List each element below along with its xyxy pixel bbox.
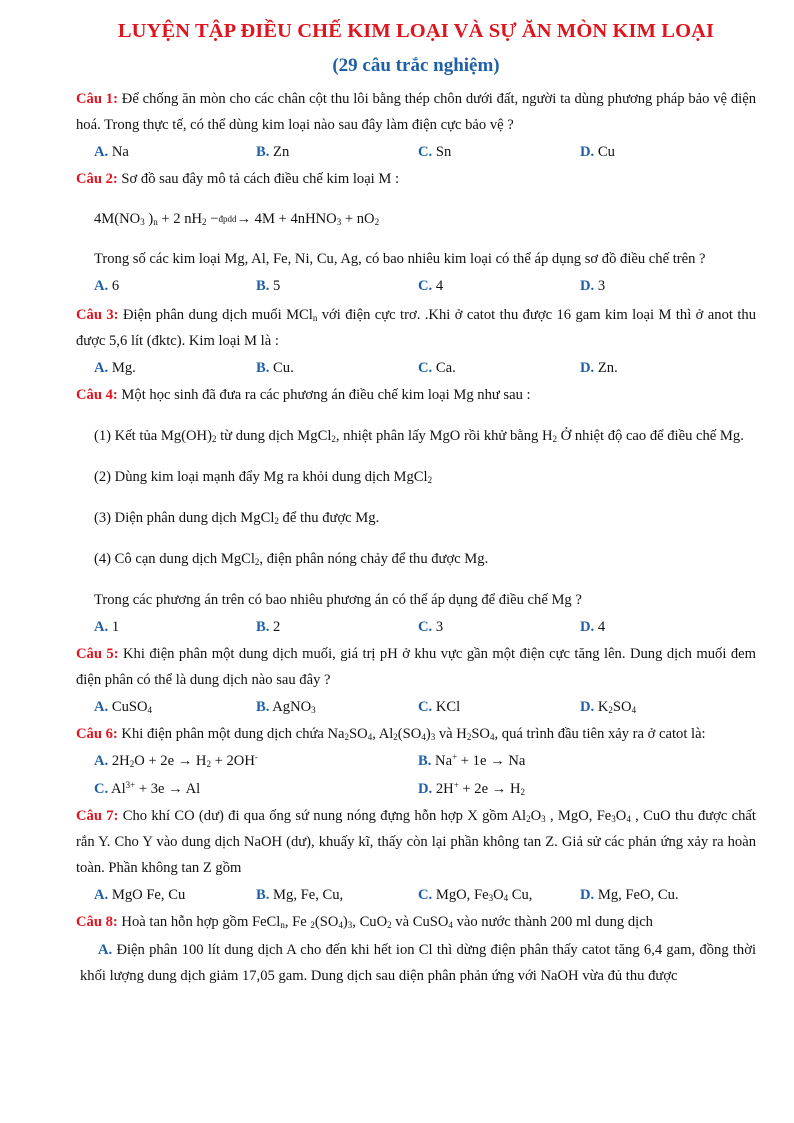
option-d[interactable]: D. Zn. [580,360,618,376]
question-1 [76,86,756,166]
question-3-options [76,354,756,382]
option-a[interactable]: A. MgO Fe, Cu [94,887,186,903]
page-subtitle: (29 câu trắc nghiệm) [332,55,500,76]
question-6-options-row-1 [76,747,756,775]
question-1-text [76,86,756,138]
option-d[interactable]: D. 3 [580,278,606,294]
question-4-label: Câu 4: [76,387,118,403]
question-2-options [76,272,756,300]
question-8-paragraph: A. Điện phân 100 lít dung dịch A cho đến khi hết ion Cl thì dừng điện phân thấy catot tăng 6,4 gam, đồng thời khối lượng dung dịch giảm 17,05 gam. Dung dịch sau diện phân phản ứng với NaOH vừa đủ thu được [80,942,756,984]
question-4-text: Câu 4: Một học sinh đã đưa ra các phương án điều chế kim loại Mg như sau : [76,387,531,403]
question-8-text: Câu 8: Hoà tan hỗn hợp gồm FeCl$_n$, Fe $_2(SO_4)_3$, CuO$_2$ và CuSO$_4$ vào nước thành 200 ml dung dịch [76,914,653,930]
option-c[interactable]: C. 4 [418,278,444,294]
question-7-label: Câu 7: [76,808,119,824]
option-a[interactable]: A. 1 [94,619,120,635]
question-1-stem: Để chống ăn mòn cho các chân cột thu lôi bằng thép chôn dưới đất, người ta dùng phương pháp bảo vệ điện hoá. Trong thực tế, có thể dùng kim loại nào sau đây làm điện cực bảo vệ ? [76,91,756,133]
option-b[interactable]: B. Mg, Fe, Cu, [256,887,344,903]
option-d[interactable]: D. Cu [580,144,615,160]
method-1: (1) Kết tủa $Mg(OH)_2$ từ dung dịch MgCl$_2$, nhiệt phân lấy MgO rồi khử bằng $H_2$ Ở nhiệt độ cao để điều chế Mg. [94,428,744,444]
question-5-text: Câu 5: Khi điện phân một dung dịch muối, giá trị pH ở khu vực gần một điện cực tăng lên. Dung dịch muối đem điện phân có thể là dung dịch nào sau đây ? [76,646,756,688]
question-2-text [76,166,756,192]
question-7-options [76,881,756,909]
method-3: (3) Diện phân dung dịch MgCl$_2$ để thu được Mg. [94,510,380,526]
question-3-label: Câu 3: [76,307,119,323]
question-5-options [76,693,756,721]
option-c[interactable]: C. MgO, $Fe_3O_4$ Cu, [418,887,533,903]
question-2-label: Câu 2: [76,171,118,187]
option-b[interactable]: B. 2 [256,619,281,635]
question-2-stem: Sơ đồ sau đây mô tả cách điều chế kim loại M : [121,171,400,187]
question-2-equation: $4M(NO_3$ )$_n + 2$ $nH_2$ −đpdd→ 4M + 4nHNO$_3$ + $nO_2$ [94,211,380,227]
option-d[interactable]: D. $K_2SO_4$ [580,699,637,715]
option-c[interactable]: C. Ca. [418,360,456,376]
method-4: (4) Cô cạn dung dịch MgCl$_2$, điện phân nóng chảy để thu được Mg. [94,551,489,567]
question-7 [76,803,756,909]
option-b[interactable]: B. Na+ + 1e → Na [418,752,526,769]
method-2: (2) Dùng kim loại mạnh đẩy Mg ra khỏi dung dịch MgCl$_2$ [94,469,433,485]
question-2 [76,166,756,300]
question-4 [76,382,756,641]
option-c[interactable]: C. KCl [418,699,461,715]
question-4-question: Trong các phương án trên có bao nhiêu phương án có thể áp dụng để điều chế Mg ? [94,592,582,608]
question-5-label: Câu 5: [76,646,119,662]
option-d[interactable]: D. $2H^+ + 2e \to H_2$ [418,780,526,797]
option-a[interactable]: A. 6 [94,278,120,294]
option-a[interactable]: A. Na [94,144,129,160]
question-8-label: Câu 8: [76,914,118,930]
option-c[interactable]: C. Sn [418,144,452,160]
question-8 [76,909,756,989]
page-title: LUYỆN TẬP ĐIỀU CHẾ KIM LOẠI VÀ SỰ ĂN MÒN KIM LOẠI [117,20,715,42]
option-c[interactable]: C. $Al^{3+} + 3e \to Al$ [94,780,201,797]
question-6-options-row-2 [76,775,756,803]
question-6-text: Câu 6: Khi điện phân một dung dịch chứa $Na_2SO_4$, $Al_2(SO_4)_3$ và $H_2SO_4$, quá trình đầu tiên xảy ra ở catot là: [76,726,706,742]
question-7-text: Câu 7: Cho khí CO (dư) đi qua ống sứ nung nóng đựng hỗn hợp X gồm $Al_2O_3$ , MgO, $Fe_3O_4$ , CuO thu được chất rắn Y. Cho Y vào dung dịch NaOH (dư), khuấy kĩ, thấy còn lại phần không tan Z. Giả sử các phản ứng xảy ra hoàn toàn. Phần không tan Z gồm [76,808,756,876]
question-1-label: Câu 1: [76,91,118,107]
question-6 [76,721,756,803]
option-c[interactable]: C. 3 [418,619,444,635]
option-a[interactable]: A. $2H_2O + 2e \to H_2 + 2OH^-$ [94,752,258,769]
question-3-text: Câu 3: Điện phân dung dịch muối MCl$_n$ với điện cực trơ. .Khi ở catot thu được 16 gam kim loại M thì ở anot thu được 5,6 lít (đktc). Kim loại M là : [76,307,756,349]
option-a[interactable]: A. Mg. [94,360,136,376]
question-3 [76,302,756,382]
option-d[interactable]: D. Mg, FeO, Cu. [580,887,679,903]
question-4-options [76,613,756,641]
option-b[interactable]: B. Zn [256,144,290,160]
question-1-options [76,138,756,166]
question-2-question: Trong số các kim loại Mg, Al, Fe, Ni, Cu, Ag, có bao nhiêu kim loại có thể áp dụng sơ đồ điều chế trên ? [94,251,706,267]
option-a[interactable]: A. CuSO$_4$ [94,699,153,715]
option-d[interactable]: D. 4 [580,619,606,635]
option-b[interactable]: B. Cu. [256,360,294,376]
question-6-label: Câu 6: [76,726,118,742]
question-5 [76,641,756,721]
option-b[interactable]: B. 5 [256,278,281,294]
option-b[interactable]: B. AgNO$_3$ [256,699,316,715]
